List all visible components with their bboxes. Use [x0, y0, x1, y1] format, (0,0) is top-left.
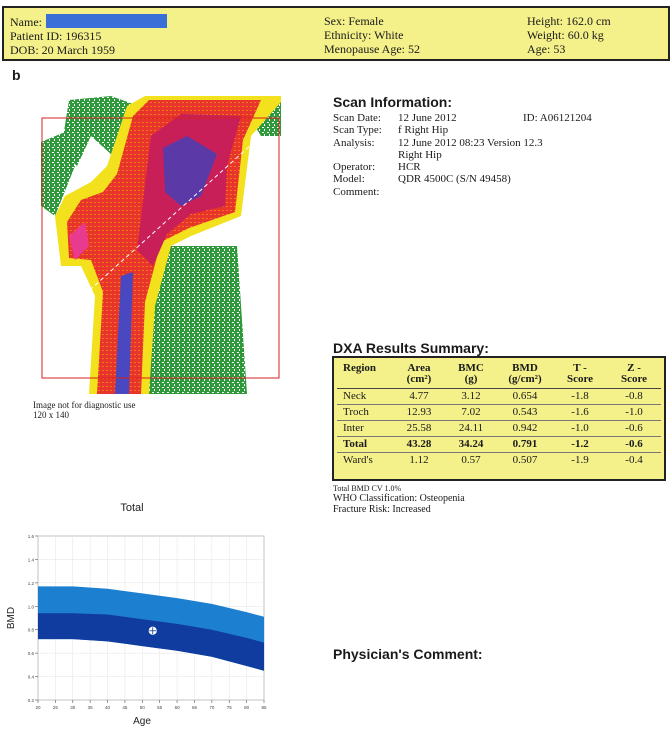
dob: DOB: 20 March 1959 [10, 43, 115, 57]
cell-bmd: 0.791 [512, 438, 538, 450]
header-col-identity [10, 14, 167, 57]
cell-bmc: 34.24 [458, 438, 484, 450]
fracture-risk: Fracture Risk: Increased [333, 503, 431, 515]
col-bmd-label: BMD [512, 362, 538, 374]
cell-zscore: -1.0 [625, 406, 643, 418]
cell-bmd: 0.942 [512, 422, 538, 434]
table-row [337, 421, 661, 437]
col-area [393, 361, 445, 389]
dxa-results-box [332, 356, 666, 481]
dxa-title: DXA Results Summary: [333, 340, 489, 356]
x-tick-label: 65 [191, 705, 197, 710]
age: Age: 53 [527, 42, 566, 56]
table-row [337, 405, 661, 421]
x-tick-label: 30 [70, 705, 76, 710]
scan-info-label: Operator: [333, 161, 376, 174]
cell-zscore: -0.6 [625, 438, 643, 450]
panel-label: b [12, 67, 21, 83]
col-area-unit: (cm²) [406, 373, 432, 385]
y-tick-label: 1.2 [27, 580, 34, 586]
table-row-total [337, 437, 661, 453]
cell-region: Neck [343, 390, 367, 402]
menopause-age: Menopause Age: 52 [324, 42, 420, 56]
x-tick-label: 80 [244, 705, 250, 710]
scan-id: ID: A06121204 [523, 112, 592, 124]
col-area-label: Area [407, 362, 431, 374]
height: Height: 162.0 cm [527, 14, 611, 28]
col-tscore-unit: Score [566, 373, 594, 385]
scan-info-label: Scan Date: [333, 112, 381, 124]
cell-tscore: -1.0 [571, 422, 589, 434]
x-tick-label: 45 [122, 705, 128, 710]
who-classification: WHO Classification: Osteopenia [333, 493, 465, 504]
physician-comment-title: Physician's Comment: [333, 646, 483, 662]
patient-id: Patient ID: 196315 [10, 29, 102, 43]
cell-area: 4.77 [409, 390, 429, 402]
bmd-age-chart [0, 495, 280, 730]
name-field [10, 14, 167, 29]
cell-tscore: -1.9 [571, 454, 589, 466]
x-tick-label: 75 [226, 705, 232, 710]
cell-zscore: -0.8 [625, 390, 643, 402]
y-axis-ticks [28, 534, 38, 703]
x-tick-label: 25 [52, 705, 58, 710]
cell-bmd: 0.654 [512, 390, 538, 402]
scan-info-value: 12 June 2012 [398, 112, 457, 124]
col-bmc-label: BMC [458, 362, 484, 374]
cell-region: Troch [343, 406, 369, 418]
sex: Sex: Female [324, 14, 384, 28]
scan-info-value: HCR [398, 161, 421, 174]
y-tick-label: 1.0 [27, 604, 34, 610]
x-axis-ticks [35, 700, 267, 710]
x-axis-label: Age [133, 716, 151, 727]
y-tick-label: 0.8 [27, 627, 34, 633]
table-row [337, 453, 661, 469]
col-region-label: Region [343, 362, 376, 374]
cell-tscore: -1.6 [571, 406, 589, 418]
cell-tscore: -1.8 [571, 390, 589, 402]
col-tscore-label: T - [573, 362, 587, 374]
x-tick-label: 40 [105, 705, 111, 710]
scan-info-label: Comment: [333, 185, 380, 198]
scan-resolution: 120 x 140 [33, 410, 69, 420]
cell-region: Ward's [343, 454, 373, 466]
x-tick-label: 85 [261, 705, 267, 710]
y-tick-label: 1.6 [27, 534, 34, 539]
y-tick-label: 0.4 [27, 674, 34, 680]
x-tick-label: 55 [157, 705, 163, 710]
cell-area: 43.28 [406, 438, 432, 450]
y-tick-label: 0.6 [27, 651, 34, 657]
col-region [337, 361, 393, 389]
scan-info-title: Scan Information: [333, 94, 453, 110]
cell-area: 1.12 [409, 454, 429, 466]
cell-bmc: 24.11 [458, 422, 484, 434]
patient-bmd-marker [148, 626, 157, 635]
name-label: Name: [10, 15, 42, 29]
name-redaction [46, 14, 167, 28]
cell-region: Inter [343, 422, 364, 434]
cell-zscore: -0.6 [625, 422, 643, 434]
scan-info-value: Right Hip [398, 148, 442, 161]
col-bmd-unit: (g/cm²) [508, 373, 542, 385]
col-bmc-unit: (g) [464, 373, 478, 385]
cell-bmd: 0.543 [512, 406, 538, 418]
scan-image-note [33, 400, 135, 420]
x-tick-label: 70 [209, 705, 215, 710]
cell-area: 25.58 [406, 422, 432, 434]
header-col-body [527, 14, 611, 56]
bmd-cv: Total BMD CV 1.0% [333, 484, 402, 493]
x-tick-label: 35 [87, 705, 93, 710]
col-bmd [497, 361, 553, 389]
cell-area: 12.93 [406, 406, 432, 418]
scan-info-value: 12 June 2012 08:23 Version 12.3 [398, 136, 543, 149]
scan-info-label: Model: [333, 173, 365, 186]
cell-tscore: -1.2 [571, 438, 589, 450]
col-bmc [445, 361, 497, 389]
hip-scan-image [41, 96, 281, 394]
y-axis-label: BMD [6, 606, 17, 630]
col-zscore [607, 361, 661, 389]
scan-info-value: QDR 4500C (S/N 49458) [398, 173, 511, 186]
header-col-demographics [324, 14, 420, 56]
not-diagnostic-note: Image not for diagnostic use [33, 400, 136, 410]
ethnicity: Ethnicity: White [324, 28, 404, 42]
table-header-row [337, 361, 661, 389]
cell-bmd: 0.507 [512, 454, 538, 466]
cell-bmc: 0.57 [461, 454, 481, 466]
cell-bmc: 3.12 [461, 390, 481, 402]
cell-zscore: -0.4 [625, 454, 643, 466]
col-zscore-label: Z - [627, 362, 641, 374]
dxa-notes [333, 484, 465, 515]
scan-info-label: Analysis: [333, 136, 375, 149]
table-row [337, 389, 661, 405]
col-zscore-unit: Score [620, 373, 648, 385]
dxa-results-table [337, 361, 661, 468]
chart-title: Total [120, 502, 144, 514]
x-tick-label: 50 [139, 705, 145, 710]
y-tick-label: 0.2 [27, 698, 34, 703]
x-tick-label: 60 [174, 705, 180, 710]
cell-region: Total [343, 438, 368, 450]
col-tscore [553, 361, 607, 389]
scan-info-value: f Right Hip [398, 124, 449, 137]
scan-info-label: Scan Type: [333, 124, 382, 137]
cell-bmc: 7.02 [461, 406, 481, 418]
x-tick-label: 20 [35, 705, 41, 710]
weight: Weight: 60.0 kg [527, 28, 604, 42]
patient-header [2, 6, 670, 61]
y-tick-label: 1.4 [27, 557, 34, 563]
